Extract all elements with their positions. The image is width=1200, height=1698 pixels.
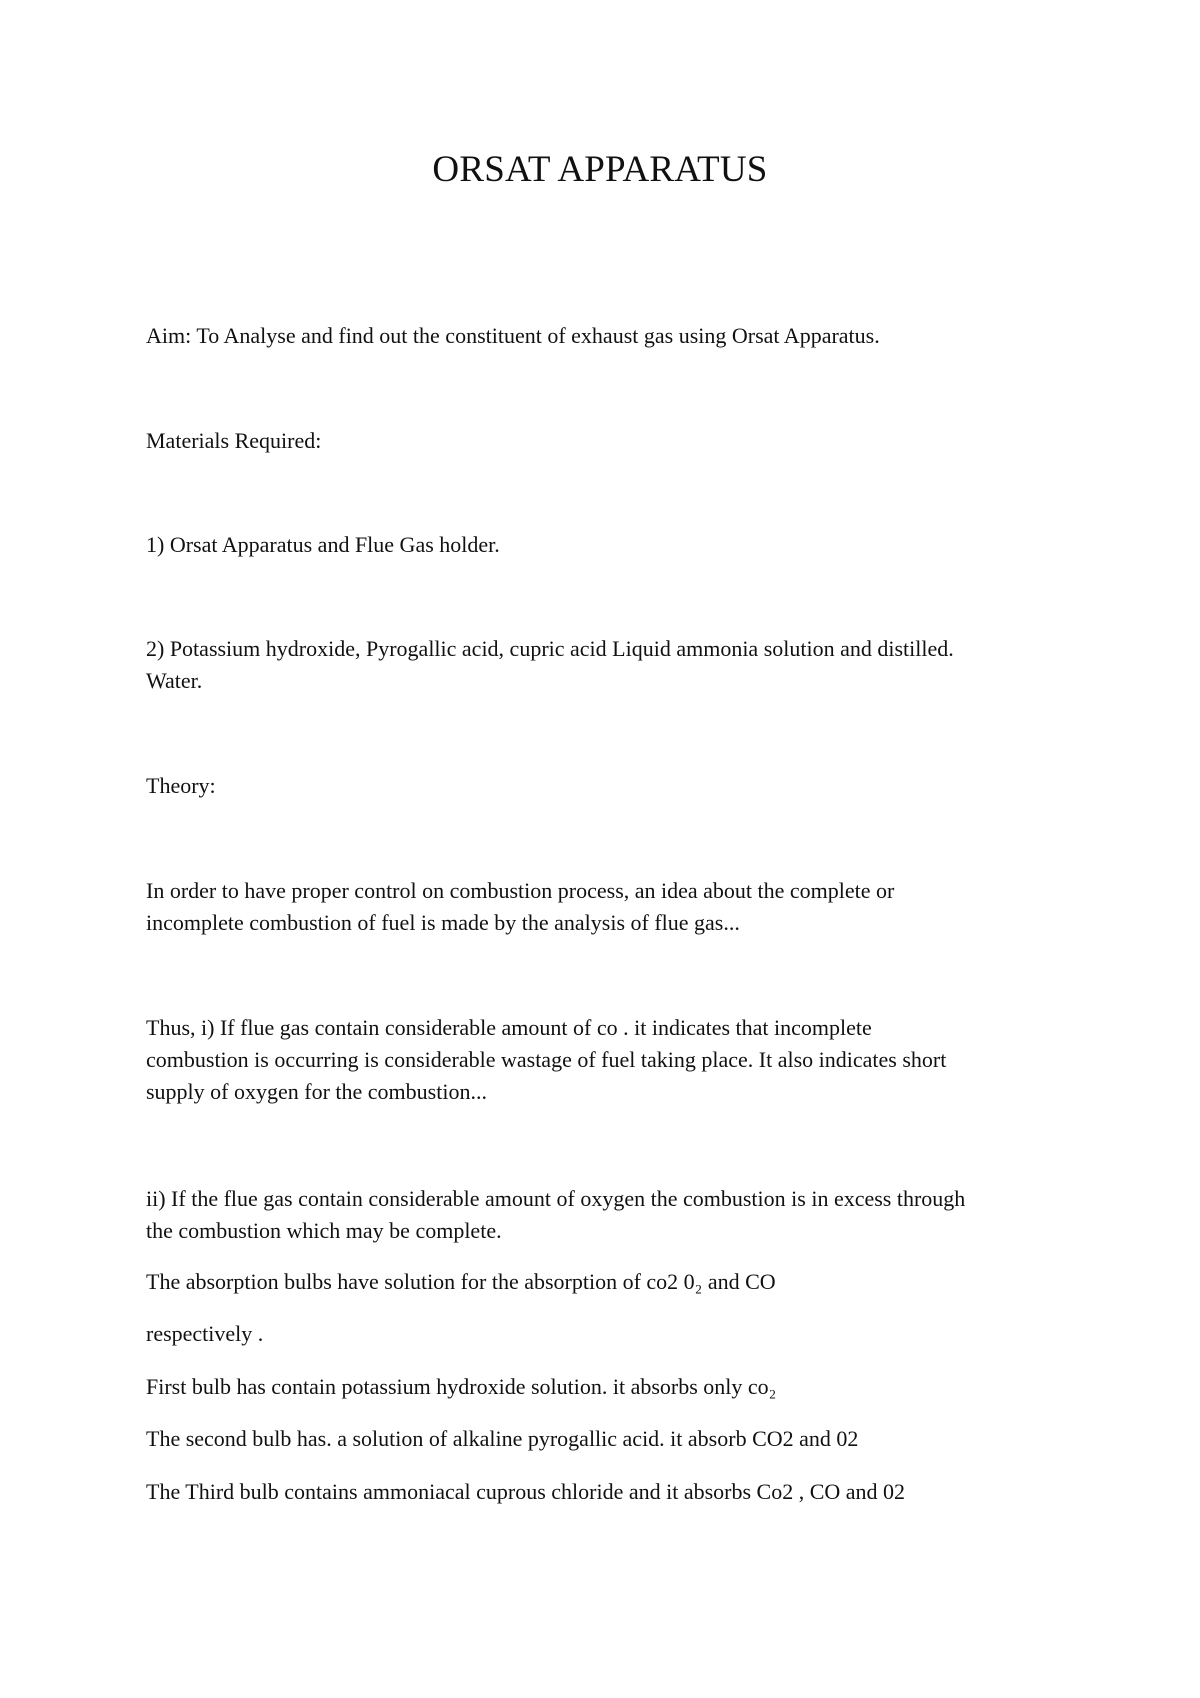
absorption-line-2: respectively .: [146, 1321, 264, 1346]
materials-item-1: 1) Orsat Apparatus and Flue Gas holder.: [146, 532, 500, 557]
materials-heading: Materials Required:: [146, 428, 322, 453]
theory-paragraph-2-line-1: Thus, i) If flue gas contain considerable amount of co . it indicates that incomplete: [146, 1015, 872, 1040]
absorption-line-1: The absorption bulbs have solution for the absorption of co2 0₂ and CO: [146, 1269, 776, 1294]
theory-paragraph-1-line-1: In order to have proper control on combustion process, an idea about the complete or: [146, 878, 895, 903]
bulb-2-description: The second bulb has. a solution of alkaline pyrogallic acid. it absorb CO2 and 02: [146, 1426, 859, 1451]
materials-item-2-line-1: 2) Potassium hydroxide, Pyrogallic acid, cupric acid Liquid ammonia solution and distilled.: [146, 636, 954, 661]
theory-paragraph-3-line-1: ii) If the flue gas contain considerable amount of oxygen the combustion is in excess through: [146, 1186, 966, 1211]
aim-text: Aim: To Analyse and find out the constituent of exhaust gas using Orsat Apparatus.: [146, 323, 880, 348]
document-title: ORSAT APPARATUS: [432, 149, 768, 190]
theory-paragraph-2-line-3: supply of oxygen for the combustion...: [146, 1079, 487, 1104]
theory-heading: Theory:: [146, 773, 216, 798]
theory-paragraph-2-line-2: combustion is occurring is considerable wastage of fuel taking place. It also indicates short: [146, 1047, 947, 1072]
theory-paragraph-3-line-2: the combustion which may be complete.: [146, 1218, 502, 1243]
bulb-1-description: First bulb has contain potassium hydroxide solution. it absorbs only co₂: [146, 1374, 777, 1399]
theory-paragraph-1-line-2: incomplete combustion of fuel is made by the analysis of flue gas...: [146, 910, 740, 935]
materials-item-2-line-2: Water.: [146, 668, 203, 693]
bulb-3-description: The Third bulb contains ammoniacal cuprous chloride and it absorbs Co2 , CO and 02: [146, 1479, 906, 1504]
